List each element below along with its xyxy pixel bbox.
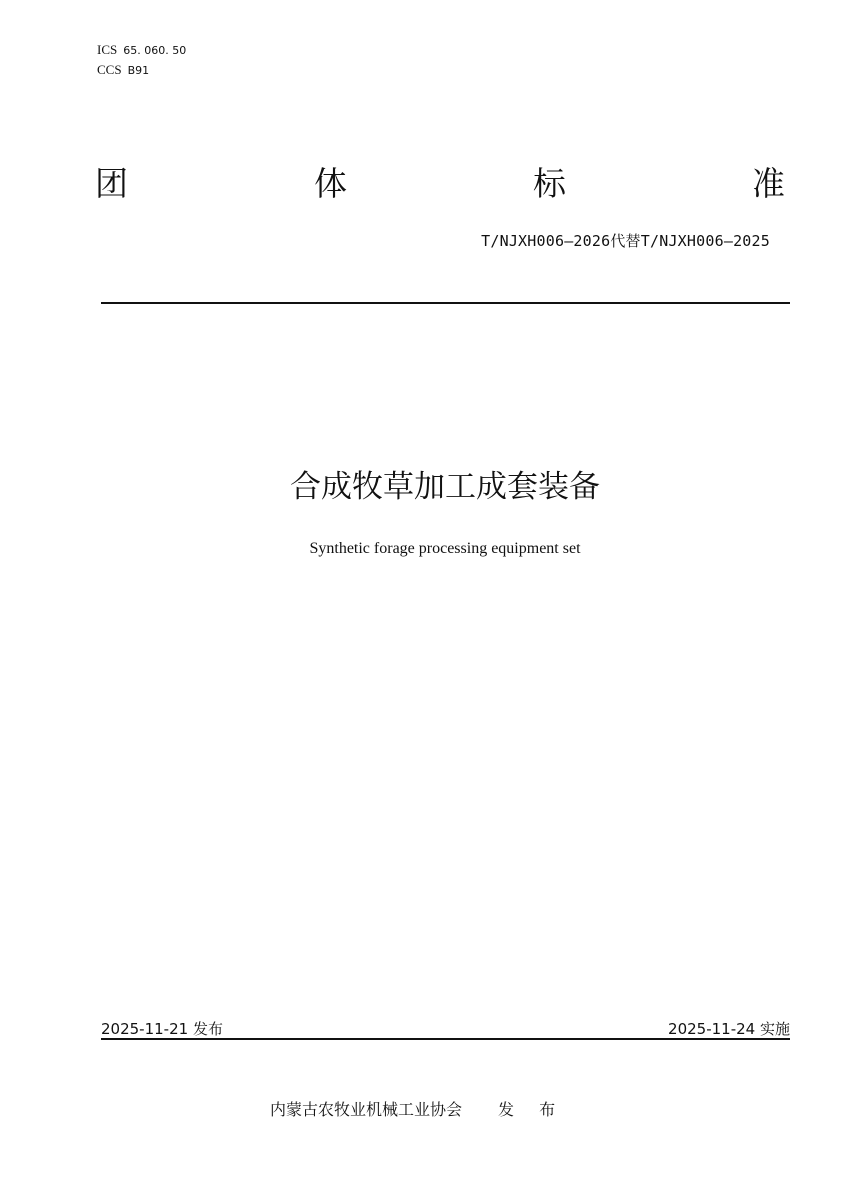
standard-type-char: 团: [95, 164, 128, 203]
standard-type-heading: [95, 162, 785, 206]
standard-number: T/NJXH006—2026代替T/NJXH006—2025: [481, 232, 770, 250]
standard-type-char: 体: [314, 164, 347, 203]
ccs-code-row: [97, 62, 149, 79]
ics-code-row: [97, 42, 186, 59]
footer-divider: [101, 1038, 790, 1040]
publisher-name: 内蒙古农牧业机械工业协会: [270, 1100, 463, 1119]
publish-action: 发 布: [498, 1100, 566, 1119]
ics-value: 65. 060. 50: [123, 44, 187, 57]
effective-date: 2025-11-24 实施: [668, 1020, 790, 1038]
dates-row: [101, 1018, 790, 1040]
standard-type-char: 标: [533, 164, 566, 203]
issue-date: 2025-11-21 发布: [101, 1020, 223, 1038]
ccs-label: CCS: [97, 62, 122, 77]
standard-type-char: 准: [752, 164, 785, 203]
document-title-english: Synthetic forage processing equipment set: [309, 540, 581, 557]
publisher-line: [270, 1099, 565, 1121]
ccs-value: B91: [127, 64, 150, 77]
ics-label: ICS: [97, 42, 118, 57]
document-title-chinese: 合成牧草加工成套装备: [290, 469, 600, 505]
header-divider: [101, 302, 790, 304]
